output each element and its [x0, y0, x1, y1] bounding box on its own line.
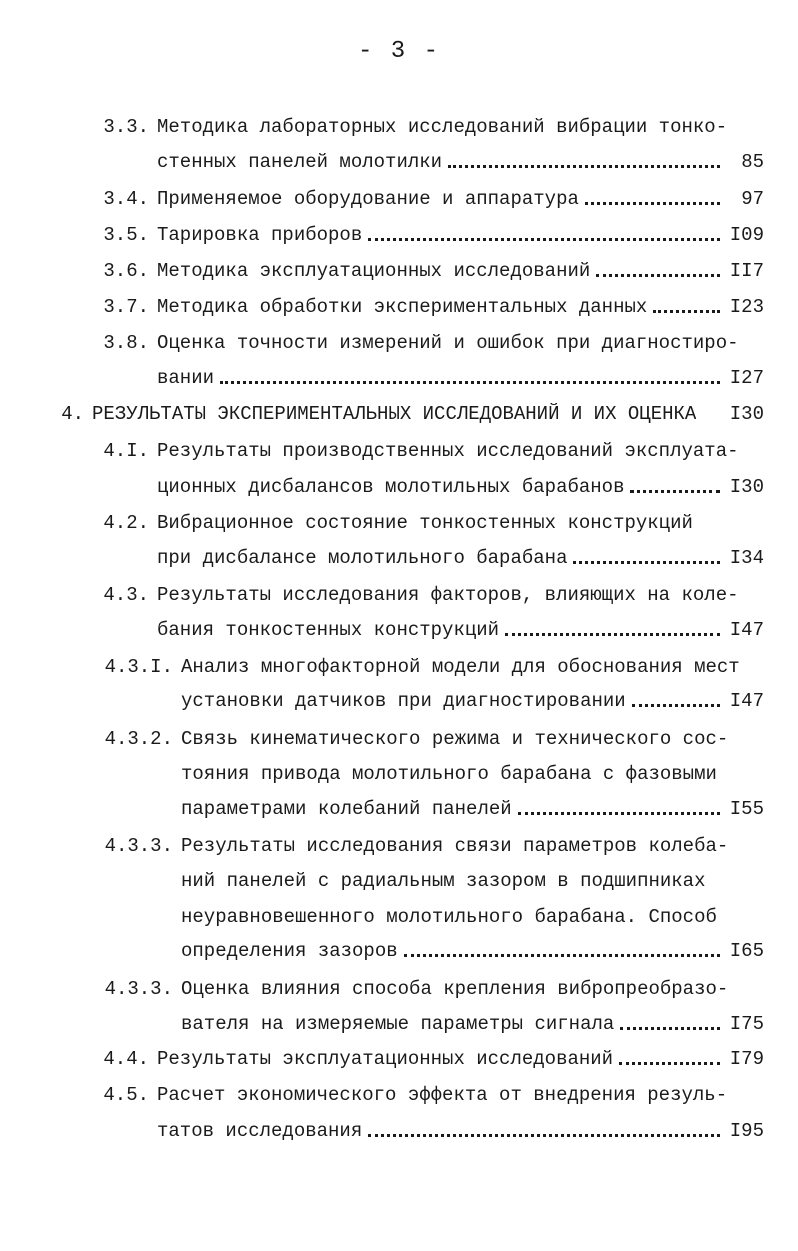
toc-entry: [61, 399, 764, 429]
toc-entry: [157, 1116, 764, 1146]
toc-entry-title: Связь кинематического режима и технического сос-: [181, 728, 729, 750]
toc-entry-title: бания тонкостенных конструкций: [157, 619, 500, 641]
toc-entry-page: II7: [729, 260, 764, 282]
toc-entry-number: 3.6.: [103, 260, 149, 282]
toc-entry-page: 97: [741, 188, 764, 210]
toc-entry-title: Результаты эксплуатационных исследований: [157, 1048, 614, 1070]
toc-entry-title: Методика эксплуатационных исследований: [157, 260, 591, 282]
toc-entry-title: Методика обработки экспериментальных данных: [157, 296, 648, 318]
toc-entry-title: при дисбалансе молотильного барабана: [157, 547, 568, 569]
toc-entry-title: Оценка влияния способа крепления вибропреобразо-: [181, 978, 729, 1000]
toc-entry-title: ционных дисбалансов молотильных барабанов: [157, 476, 625, 498]
toc-entry: [103, 508, 764, 538]
toc-entry-number: 4.I.: [103, 440, 149, 462]
toc-entry: [103, 220, 764, 250]
toc-entry-page: I65: [729, 940, 764, 962]
toc-entry-page: I30: [729, 476, 764, 498]
toc-entry-number: 4.4.: [103, 1048, 149, 1070]
dot-leader: [518, 812, 720, 815]
dot-leader: [368, 1134, 720, 1137]
toc-entry-page: I09: [729, 224, 764, 246]
toc-entry: [181, 686, 764, 716]
toc-entry: [157, 543, 764, 573]
toc-entry-title: Вибрационное состояние тонкостенных конструкций: [157, 512, 693, 534]
dot-leader: [653, 310, 720, 313]
toc-entry-title: Тарировка приборов: [157, 224, 363, 246]
toc-entry-page: I79: [729, 1048, 764, 1070]
toc-entry: [103, 1044, 764, 1074]
toc-entry-number: 4.: [61, 403, 84, 425]
toc-entry-title: татов исследования: [157, 1120, 363, 1142]
toc-entry: [157, 147, 764, 177]
toc-entry-page: I30: [729, 403, 764, 425]
toc-entry-page: I34: [729, 547, 764, 569]
toc-entry-number: 4.2.: [103, 512, 149, 534]
toc-entry: [103, 328, 764, 358]
toc-entry-title: параметрами колебаний панелей: [181, 798, 512, 820]
toc-entry: [103, 256, 764, 286]
toc-entry-title: Результаты исследования факторов, влияющих на коле-: [157, 584, 739, 606]
toc-entry-number: 4.5.: [103, 1084, 149, 1106]
toc-entry: [181, 1009, 764, 1039]
toc-entry-page: I27: [729, 367, 764, 389]
toc-entry-title: определения зазоров: [181, 940, 398, 962]
toc-entry-number: 4.3.I.: [104, 656, 173, 678]
dot-leader: [505, 633, 720, 636]
toc-entry: [104, 974, 764, 1004]
toc-entry-page: I47: [729, 690, 764, 712]
toc-entry: [181, 866, 764, 896]
toc-entry-title: РЕЗУЛЬТАТЫ ЭКСПЕРИМЕНТАЛЬНЫХ ИССЛЕДОВАНИЙ И ИХ ОЦЕНКА: [92, 403, 697, 425]
toc-entry-title: установки датчиков при диагностировании: [181, 690, 626, 712]
toc-entry: [181, 794, 764, 824]
toc-entry-page: I75: [729, 1013, 764, 1035]
toc-entry: [157, 363, 764, 393]
toc-entry-number: 3.5.: [103, 224, 149, 246]
toc-entry: [104, 724, 764, 754]
toc-entry: [103, 112, 764, 142]
toc-entry-page: 85: [741, 151, 764, 173]
toc-entry-page: I47: [729, 619, 764, 641]
toc-entry-title: вателя на измеряемые параметры сигнала: [181, 1013, 615, 1035]
toc-entry-number: 4.3.: [103, 584, 149, 606]
toc-entry: [103, 1080, 764, 1110]
toc-entry-number: 4.3.3.: [104, 835, 173, 857]
toc-entry-number: 4.3.3.: [104, 978, 173, 1000]
dot-leader: [448, 165, 720, 168]
toc-entry-title: стенных панелей молотилки: [157, 151, 443, 173]
toc-entry-title: Анализ многофакторной модели для обоснования мест: [181, 656, 740, 678]
toc-entry: [104, 831, 764, 861]
dot-leader: [620, 1027, 720, 1030]
toc-entry-number: 4.3.2.: [104, 728, 173, 750]
toc-entry-title: неуравновешенного молотильного барабана. Способ: [181, 906, 717, 928]
toc-entry-number: 3.4.: [103, 188, 149, 210]
toc-entry: [104, 652, 764, 682]
toc-entry-title: Результаты исследования связи параметров колеба-: [181, 835, 729, 857]
dot-leader: [596, 274, 720, 277]
toc-entry-title: тояния привода молотильного барабана с фазовыми: [181, 763, 717, 785]
dot-leader: [585, 202, 720, 205]
toc-entry-page: I23: [729, 296, 764, 318]
toc-entry-page: I55: [729, 798, 764, 820]
toc-entry-title: Методика лабораторных исследований вибрации тонко-: [157, 116, 728, 138]
dot-leader: [220, 381, 720, 384]
toc-entry-title: Расчет экономического эффекта от внедрения резуль-: [157, 1084, 728, 1106]
toc-entry: [103, 184, 764, 214]
toc-entry: [103, 580, 764, 610]
toc-entry: [103, 436, 764, 466]
page-number: - 3 -: [357, 38, 440, 65]
toc-entry: [181, 902, 764, 932]
dot-leader: [404, 954, 720, 957]
toc-entry-title: Оценка точности измерений и ошибок при диагностиро-: [157, 332, 739, 354]
dot-leader: [632, 704, 720, 707]
toc-entry-title: Применяемое оборудование и аппаратура: [157, 188, 579, 210]
toc-entry-page: I95: [729, 1120, 764, 1142]
dot-leader: [630, 490, 720, 493]
dot-leader: [573, 561, 720, 564]
toc-entry-number: 3.7.: [103, 296, 149, 318]
toc-entry: [181, 936, 764, 966]
toc-entry: [157, 615, 764, 645]
toc-entry-title: Результаты производственных исследований эксплуата-: [157, 440, 739, 462]
dot-leader: [619, 1062, 720, 1065]
toc-entry: [103, 292, 764, 322]
toc-entry: [157, 472, 764, 502]
dot-leader: [368, 238, 720, 241]
toc-entry-number: 3.3.: [103, 116, 149, 138]
toc-entry-title: ний панелей с радиальным зазором в подшипниках: [181, 870, 706, 892]
toc-entry-number: 3.8.: [103, 332, 149, 354]
toc-entry: [181, 759, 764, 789]
toc-entry-title: вании: [157, 367, 215, 389]
